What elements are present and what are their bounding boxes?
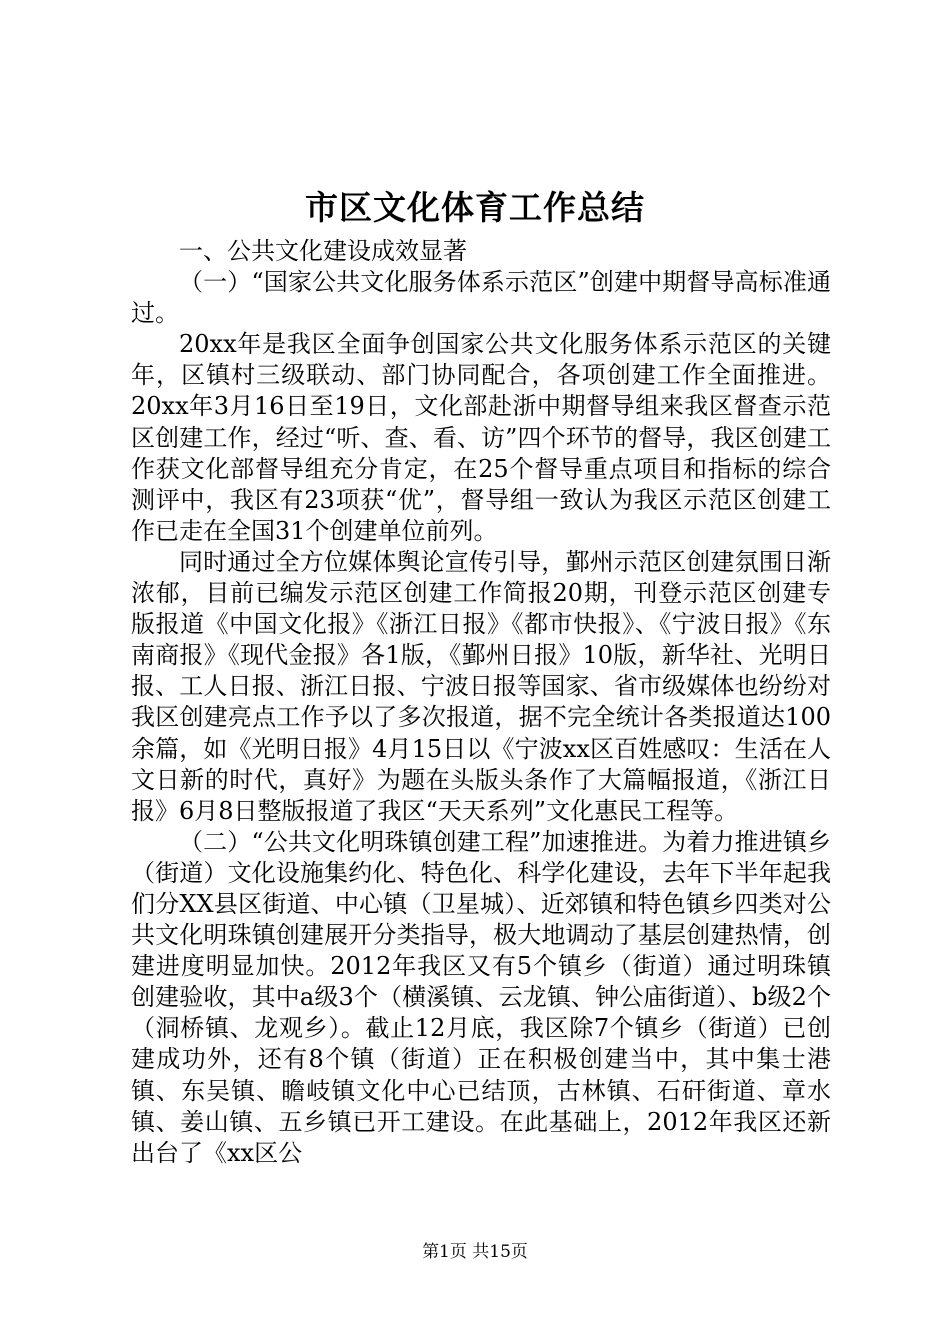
body-paragraph: 20xx年是我区全面争创国家公共文化服务体系示范区的关键年，区镇村三级联动、部门协同配合，各项创建工作全面推进。20xx年3月16日至19日，文化部赴浙中期督导组来我区督查示范区创建工作，经过“听、查、看、访”四个环节的督导，我区创建工作获文化部督导组充分肯定，在25个督导重点项目和指标的综合测评中，我区有23项获“优”，督导组一致认为我区示范区创建工作已走在全国31个创建单位前列。	[131, 330, 831, 545]
section-heading: 一、公共文化建设成效显著	[179, 237, 467, 265]
document-title: 市区文化体育工作总结	[305, 188, 645, 227]
body-paragraph: 同时通过全方位媒体舆论宣传引导，鄞州示范区创建氛围日渐浓郁，目前已编发示范区创建工作简报20期，刊登示范区创建专版报道《中国文化报》《浙江日报》《都市快报》、《宁波日报》《东南商报》《现代金报》各1版，《鄞州日报》10版，新华社、光明日报、工人日报、浙江日报、宁波日报等国家、省市级媒体也纷纷对我区创建亮点工作予以了多次报道，据不完全统计各类报道达100余篇，如《光明日报》4月15日以《宁波xx区百姓感叹：生活在人文日新的时代，真好》为题在头版头条作了大篇幅报道，《浙江日报》6月8日整版报道了我区“天天系列”文化惠民工程等。	[131, 547, 831, 825]
document-body	[131, 236, 831, 1169]
page-footer: 第1页 共15页	[422, 1242, 528, 1262]
body-paragraph: （二）“公共文化明珠镇创建工程”加速推进。为着力推进镇乡（街道）文化设施集约化、特色化、科学化建设，去年下半年起我们分XX县区街道、中心镇（卫星城）、近郊镇和特色镇乡四类对公共文化明珠镇创建展开分类指导，极大地调动了基层创建热情，创建进度明显加快。2012年我区又有5个镇乡（街道）通过明珠镇创建验收，其中a级3个（横溪镇、云龙镇、钟公庙街道）、b级2个（洞桥镇、龙观乡）。截止12月底，我区除7个镇乡（街道）已创建成功外，还有8个镇（街道）正在积极创建当中，其中集士港镇、东吴镇、瞻岐镇文化中心已结顶，古林镇、石矸街道、章水镇、姜山镇、五乡镇已开工建设。在此基础上，2012年我区还新出台了《xx区公	[131, 827, 831, 1167]
subsection-heading: （一）“国家公共文化服务体系示范区”创建中期督导高标准通过。	[131, 268, 831, 328]
